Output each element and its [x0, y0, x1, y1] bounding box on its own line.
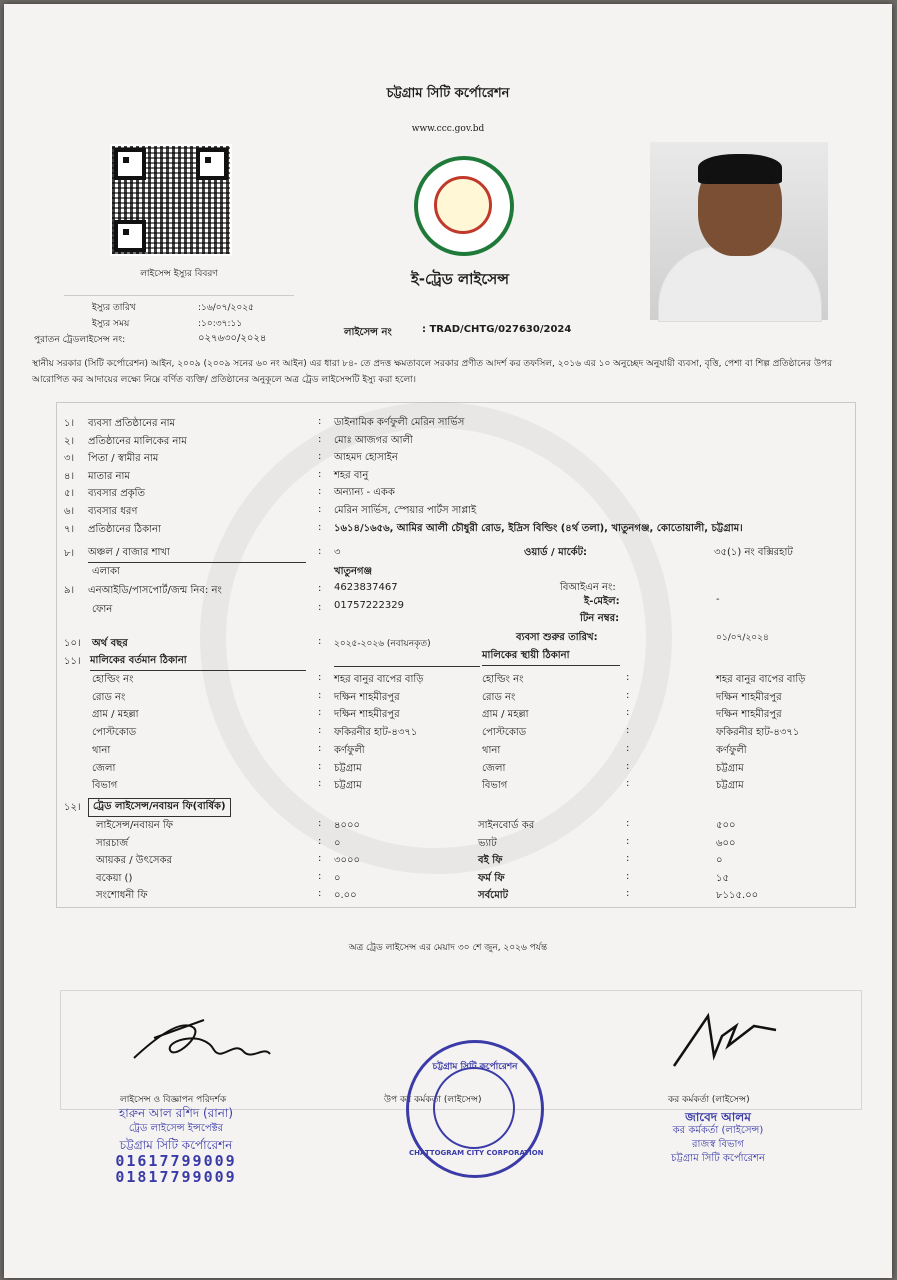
fee-colon: : [318, 818, 322, 829]
field-label: ব্যবসার ধরণ [88, 506, 138, 517]
fee-label-right: সর্বমোট [478, 890, 509, 902]
fiscal-year-value: ২০২৫-২০২৬ (নবায়নকৃত) [334, 639, 431, 649]
fee-label-right: সাইনবোর্ড কর [478, 820, 535, 831]
field-label: পিতা / স্বামীর নাম [88, 453, 159, 465]
fee-colon: : [318, 870, 322, 882]
field-no: ২। [64, 435, 75, 447]
license-document [4, 4, 892, 1278]
validity-text: অত্র ট্রেড লাইসেন্স এর মেয়াদ ৩০ শে জুন, ২০২৬ পর্যন্ত [348, 943, 548, 953]
inspector-title: লাইসেন্স ও বিজ্ঞাপন পরিদর্শক [120, 1095, 227, 1105]
address-colon: : [626, 778, 630, 790]
address-colon: : [318, 672, 322, 683]
deputy-officer-title: উপ কর কর্মকর্তা (লাইসেন্স) [384, 1095, 482, 1105]
permanent-address-label: জেলা [482, 762, 506, 774]
old-license-label: পুরাতন ট্রেডলাইসেন্স নং: [34, 335, 126, 345]
seal-text-en: CHATTOGRAM CITY CORPORATION [409, 1149, 544, 1157]
fee-colon: : [318, 888, 322, 900]
permanent-address-value: চট্টগ্রাম [716, 762, 744, 774]
row11-label: মালিকের বর্তমান ঠিকানা [90, 653, 306, 671]
area-value: খাতুনগঞ্জ [334, 566, 373, 577]
inspector-name: হারুন আল রশিদ (রানা) [118, 1106, 234, 1120]
permanent-address-value: চট্টগ্রাম [716, 780, 744, 792]
field-colon: : [318, 416, 322, 427]
bin-label: বিআইএন নং: [560, 582, 616, 593]
org-name: চট্টগ্রাম সিটি কর্পোরেশন [386, 86, 510, 101]
tax-officer-stamp [628, 1110, 808, 1166]
right-signature [664, 996, 784, 1076]
present-address-value: চট্টগ্রাম [334, 780, 362, 792]
field-value: ডাইনামিক কর্ণফুলী মেরিন সার্ভিস [334, 417, 465, 428]
address-divider [334, 666, 480, 667]
issue-heading: লাইসেন্স ইস্যুর বিবরণ [64, 266, 294, 296]
field-no: ৫। [64, 488, 75, 500]
present-address-value: দক্ষিন শাহমীরপুর [334, 709, 400, 721]
field-label: প্রতিষ্ঠানের ঠিকানা [88, 523, 161, 535]
field-colon: : [318, 468, 322, 480]
issue-date-label: ইস্যুর তারিখ [92, 303, 136, 313]
fee-colon: : [626, 835, 630, 847]
phone-colon: : [318, 602, 322, 613]
ward-label: ওয়ার্ড / মার্কেট: [524, 547, 588, 558]
row10-label: অর্থ বছর [92, 638, 128, 649]
row9-colon: : [318, 583, 322, 594]
field-label: ব্যবসার প্রকৃতি [88, 488, 146, 500]
issue-time-value: :১০:৩৭:১১ [198, 319, 243, 329]
fee-value: ৩০০০ [334, 855, 361, 867]
fee-value: ০ [334, 837, 341, 849]
field-no: ১। [64, 418, 75, 429]
permanent-address-value: শহর বানুর বাপের বাড়ি [716, 674, 806, 685]
present-address-label: গ্রাম / মহল্লা [92, 709, 139, 721]
row12-no: ১২। [64, 802, 81, 813]
field-no: ৪। [64, 470, 75, 482]
field-colon: : [318, 433, 322, 445]
inspector-designation: ট্রেড লাইসেন্স ইন্সপেক্টর [128, 1123, 224, 1134]
permanent-address-value: দক্ষিন শাহমীরপুর [716, 709, 782, 721]
present-address-label: জেলা [92, 762, 116, 774]
row8-no: ৮। [64, 548, 75, 559]
present-address-value: কর্ণফুলী [334, 744, 365, 756]
present-address-label: হোল্ডিং নং [92, 674, 134, 685]
fee-label: সংশোধনী ফি [96, 890, 148, 902]
fee-colon: : [626, 888, 630, 900]
field-colon: : [318, 521, 322, 533]
address-colon: : [318, 778, 322, 790]
permanent-address-value: দক্ষিন শাহমীরপুর [716, 691, 782, 703]
fee-value: ৪০০০ [334, 820, 360, 831]
permanent-address-label: গ্রাম / মহল্লা [482, 709, 529, 721]
fee-value-right: ৮১১৫.০০ [716, 890, 759, 902]
start-date-label: ব্যবসা শুরুর তারিখ: [516, 632, 598, 643]
field-value: মেরিন সার্ভিস, স্পেয়ার পার্টস সাপ্লাই [334, 505, 477, 516]
fee-colon: : [626, 818, 630, 829]
row8-colon: : [318, 546, 322, 557]
watermark-logo [200, 402, 672, 874]
fee-value: ০ [334, 872, 341, 884]
qr-code [110, 144, 232, 256]
seal-text: চট্টগ্রাম সিটি কর্পোরেশন [432, 1062, 518, 1072]
present-address-label: রোড নং [92, 691, 126, 703]
present-address-value: দক্ষিন শাহমীরপুর [334, 691, 400, 703]
document-title: ই-ট্রেড লাইসেন্স [410, 270, 510, 288]
address-colon: : [626, 672, 630, 683]
address-colon: : [626, 725, 630, 737]
address-colon: : [318, 689, 322, 701]
field-label: প্রতিষ্ঠানের মালিকের নাম [88, 435, 187, 447]
phone-label: ফোন [92, 604, 113, 615]
email-label: ই-মেইল: [584, 596, 620, 607]
permanent-address-value: কর্ণফুলী [716, 744, 747, 756]
issue-date-value: :১৬/০৭/২০২৫ [198, 303, 254, 313]
fee-label-right: বই ফি [478, 855, 503, 867]
row12-label: ট্রেড লাইসেন্স/নবায়ন ফি(বার্ষিক) [88, 798, 231, 817]
inspector-stamp [76, 1105, 276, 1185]
tax-officer-designation: কর কর্মকর্তা (লাইসেন্স) [672, 1125, 764, 1136]
fee-value-right: ৬০০ [716, 837, 736, 849]
issue-time-label: ইস্যুর সময় [92, 319, 130, 329]
left-signature [124, 1010, 274, 1070]
address-colon: : [318, 742, 322, 754]
fee-value-right: ৫০০ [716, 820, 736, 831]
present-address-label: থানা [92, 744, 111, 756]
address-colon: : [626, 742, 630, 754]
present-address-label: পোস্টকোড [92, 727, 137, 739]
fee-label: আয়কর / উৎসেকর [96, 855, 173, 867]
field-value: শহর বানু [334, 469, 369, 481]
inspector-org: চট্টগ্রাম সিটি কর্পোরেশন [119, 1138, 233, 1152]
field-no: ৬। [64, 506, 75, 517]
permanent-address-label: থানা [482, 744, 501, 756]
tax-officer-title: কর কর্মকর্তা (লাইসেন্স) [668, 1095, 750, 1105]
row9-no: ৯। [64, 585, 75, 596]
fee-label-right: ভ্যাট [478, 837, 497, 849]
permanent-address-label: বিভাগ [482, 780, 508, 792]
field-label: ব্যবসা প্রতিষ্ঠানের নাম [88, 418, 176, 429]
fee-colon: : [318, 835, 322, 847]
fee-value-right: ১৫ [716, 872, 729, 884]
address-colon: : [318, 760, 322, 772]
row8-value: ৩ [334, 547, 341, 558]
field-value: আহমদ হোসাইন [334, 452, 398, 464]
city-corporation-logo [414, 156, 514, 256]
preamble-text: স্থানীয় সরকার (সিটি কর্পোরেশন) আইন, ২০০৯ (২০০৯ সনের ৬০ নং আইন) এর ধারা ৮৪- তে প্রদত্ত ক্ষমতাবলে সরকার প্রণীত আদর্শ কর তফসিল, ২০১৬ এর ১০ অনুচ্ছেদ অনুযায়ী ব্যবসা, বৃত্তি, পেশা বা শিল্প প্রতিষ্ঠানের উপর আরোপিত কর আদায়ের লক্ষ্যে নিম্নে বর্ণিত ব্যক্তি/ প্রতিষ্ঠানের অনুকূলে অত্র ট্রেড লাইসেন্সটি ইস্যু করা হলো। [32, 359, 833, 385]
address-colon: : [318, 725, 322, 737]
tax-officer-name: জাবেদ আলম [685, 1110, 751, 1124]
address-colon: : [318, 707, 322, 719]
phone-value: 01757222329 [334, 600, 404, 611]
start-date-value: ০১/০৭/২০২৪ [716, 633, 769, 643]
ward-value: ৩৫(১) নং বক্সিরহাট [714, 547, 793, 558]
present-address-value: ফকিরনীর হাট-৪৩৭১ [334, 727, 418, 739]
area-label: এলাকা [92, 566, 120, 577]
fee-label-right: ফর্ম ফি [478, 872, 505, 884]
fee-colon: : [626, 870, 630, 882]
address-colon: : [626, 760, 630, 772]
org-url: www.ccc.gov.bd [411, 124, 485, 134]
inspector-phone-2: 01817799009 [115, 1168, 237, 1186]
field-colon: : [318, 504, 322, 515]
field-value: মোঃ আজগর আলী [334, 434, 413, 446]
present-address-value: চট্টগ্রাম [334, 762, 362, 774]
field-value: ১৬১৪/১৬৫৬, আমির আলী চৌধুরী রোড, ইদ্রিস বিল্ডিং (৪র্থ তলা), খাতুনগঞ্জ, কোতোয়ালী, চট্টগ্রাম। [334, 522, 743, 534]
field-value: অন্যান্য - একক [334, 487, 395, 499]
permanent-address-label: পোস্টকোড [482, 727, 527, 739]
fee-colon: : [626, 853, 630, 865]
fee-label: সারচার্জ [96, 837, 129, 849]
present-address-value: শহর বানুর বাপের বাড়ি [334, 674, 424, 685]
row10-colon: : [318, 636, 322, 647]
row11-no: ১১। [64, 656, 81, 667]
tax-officer-dept: রাজস্ব বিভাগ [692, 1139, 744, 1150]
field-label: মাতার নাম [88, 470, 130, 482]
permanent-address-value: ফকিরনীর হাট-৪৩৭১ [716, 727, 800, 739]
fee-label: লাইসেন্স/নবায়ন ফি [96, 820, 174, 831]
official-seal [406, 1040, 544, 1178]
license-no-value: : TRAD/CHTG/027630/2024 [422, 324, 572, 335]
address-colon: : [626, 707, 630, 719]
fee-label: বকেয়া () [96, 872, 133, 884]
permanent-address-label: হোল্ডিং নং [482, 674, 524, 685]
fee-value: ০.০০ [334, 890, 357, 902]
row8-label: অঞ্চল / বাজার শাখা [88, 545, 306, 563]
present-address-label: বিভাগ [92, 780, 118, 792]
perm-address-label: মালিকের স্থায়ী ঠিকানা [482, 648, 620, 666]
field-no: ৭। [64, 523, 75, 535]
email-value: - [716, 594, 720, 605]
tin-label: টিন নম্বর: [580, 613, 620, 624]
field-no: ৩। [64, 453, 75, 465]
inspector-phone-1: 01617799009 [115, 1152, 237, 1170]
old-license-value: ০২৭৬৩০/২০২৪ [198, 333, 267, 344]
fee-colon: : [318, 853, 322, 865]
field-colon: : [318, 486, 322, 498]
address-colon: : [626, 689, 630, 701]
permanent-address-label: রোড নং [482, 691, 516, 703]
field-colon: : [318, 451, 322, 463]
license-no-label: লাইসেন্স নং [344, 327, 392, 338]
row10-no: ১০। [64, 638, 81, 649]
tax-officer-org: চট্টগ্রাম সিটি কর্পোরেশন [671, 1153, 765, 1164]
fee-value-right: ০ [716, 855, 723, 867]
owner-photo [650, 142, 828, 320]
row9-label: এনআইডি/পাসপোর্ট/জন্ম নিব: নং [88, 585, 222, 596]
nid-value: 4623837467 [334, 582, 398, 593]
